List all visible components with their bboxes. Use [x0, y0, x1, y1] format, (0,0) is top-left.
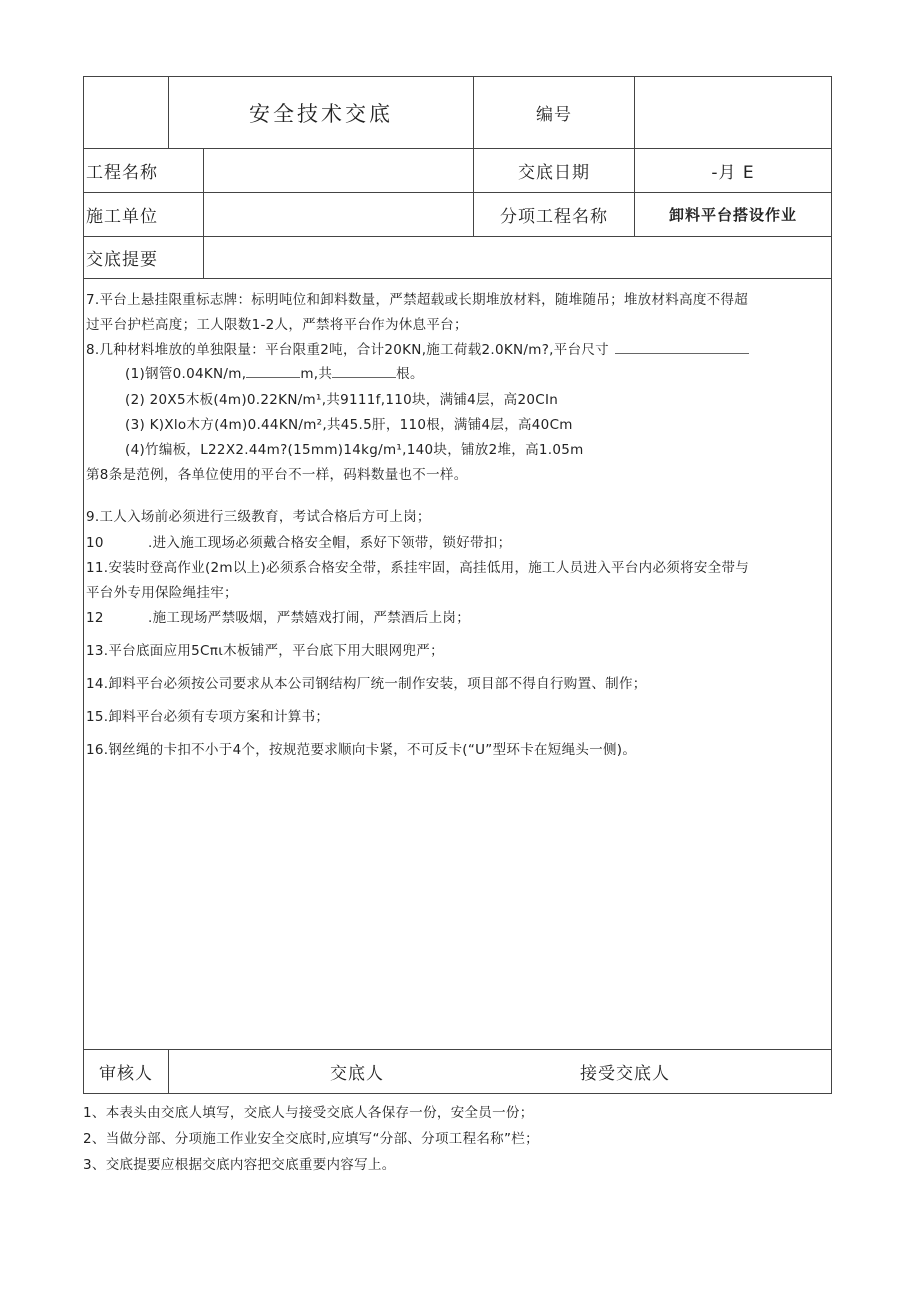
content-item-8	[86, 338, 749, 358]
item-12-number: 12	[86, 610, 104, 626]
content-item-11-line1: 11.安装时登高作业(2m以上)必须系合格安全带，系挂牢固，高挂低用，施工人员进入平台内必须将安全带与	[86, 560, 750, 576]
steel-pipe-text-3: 根。	[396, 366, 424, 382]
content-item-15: 15.卸料平台必须有专项方案和计算书；	[86, 709, 330, 725]
content-item-8-2: (2) 20X5木板(4m)0.22KN/m¹,共9111f,110块，满铺4层，高20CIn	[125, 392, 559, 408]
content-item-16: 16.钢丝绳的卡扣不小于4个，按规范要求顺向卡紧，不可反卡(“U”型环卡在短绳头一侧)。	[86, 742, 637, 758]
project-name-field[interactable]	[204, 149, 472, 192]
content-item-8-3: (3) K)Xlo木方(4m)0.44KN/m²,共45.5肝，110根，满铺4层，高40Cm	[125, 417, 573, 433]
content-item-13: 13.平台底面应用5Cπι木板铺严，平台底下用大眼网兜严；	[86, 643, 444, 659]
content-item-8-text: 8.几种材料堆放的单独限量：平台限重2吨，合计20KN,施工荷载2.0KN/m?,平台尺寸	[86, 342, 609, 358]
content-item-7-line1: 7.平台上悬挂限重标志牌：标明吨位和卸料数量，严禁超载或长期堆放材料，随堆随吊；堆放材料高度不得超	[86, 292, 749, 308]
date-label: 交底日期	[518, 163, 590, 183]
content-item-11-line2: 平台外专用保险绳挂牢；	[86, 585, 238, 601]
content-item-8-4: (4)竹编板，L22X2.44m?(15mm)14kg/m¹,140块，铺放2堆，高1.05m	[125, 442, 584, 458]
form-title: 安全技术交底	[249, 101, 393, 126]
item-10-number: 10	[86, 535, 104, 551]
content-item-12	[86, 606, 470, 626]
summary-field[interactable]	[204, 237, 830, 278]
discloser-label: 交底人	[330, 1064, 384, 1084]
content-item-8-1	[125, 362, 424, 382]
number-label: 编号	[536, 105, 572, 125]
date-field[interactable]: -月 E	[711, 163, 755, 183]
construction-unit-field[interactable]	[204, 193, 472, 236]
steel-pipe-text-2: m,共	[300, 366, 333, 382]
reviewer-label: 审核人	[99, 1064, 153, 1084]
header-blank-cell	[84, 77, 168, 148]
content-item-14: 14.卸料平台必须按公司要求从本公司钢结构厂统一制作安装，项目部不得自行购置、制作；	[86, 676, 647, 692]
steel-pipe-text: (1)钢管0.04KN/m,	[125, 366, 247, 382]
sub-project-label: 分项工程名称	[500, 207, 608, 227]
summary-label: 交底提要	[86, 250, 158, 270]
construction-unit-label: 施工单位	[86, 207, 158, 227]
receiver-label: 接受交底人	[580, 1064, 670, 1084]
content-item-10	[86, 531, 511, 551]
item-10-text: .进入施工现场必须戴合格安全帽，系好下领带，锁好带扣；	[148, 535, 512, 551]
sub-project-field[interactable]: 卸料平台搭设作业	[668, 206, 797, 224]
platform-size-blank[interactable]	[615, 341, 749, 354]
col-divider	[168, 1049, 169, 1094]
footnote-1: 1、本表头由交底人填写，交底人与接受交底人各保存一份，安全员一份；	[83, 1105, 534, 1121]
steel-pipe-length-blank[interactable]	[246, 365, 300, 378]
number-field[interactable]	[635, 77, 831, 148]
footnote-3: 3、交底提要应根据交底内容把交底重要内容写上。	[83, 1157, 396, 1173]
project-name-label: 工程名称	[86, 163, 158, 183]
footnote-2: 2、当做分部、分项施工作业安全交底时,应填写“分部、分项工程名称”栏；	[83, 1131, 539, 1147]
row-divider	[83, 278, 832, 279]
content-item-8-note: 第8条是范例，各单位使用的平台不一样，码料数量也不一样。	[86, 467, 468, 483]
item-12-text: .施工现场严禁吸烟，严禁嬉戏打闹，严禁酒后上岗；	[148, 610, 470, 626]
content-item-7-line2: 过平台护栏高度；工人限数1-2人，严禁将平台作为休息平台；	[86, 317, 468, 333]
content-item-9: 9.工人入场前必须进行三级教育，考试合格后方可上岗；	[86, 509, 431, 525]
steel-pipe-count-blank[interactable]	[332, 365, 396, 378]
